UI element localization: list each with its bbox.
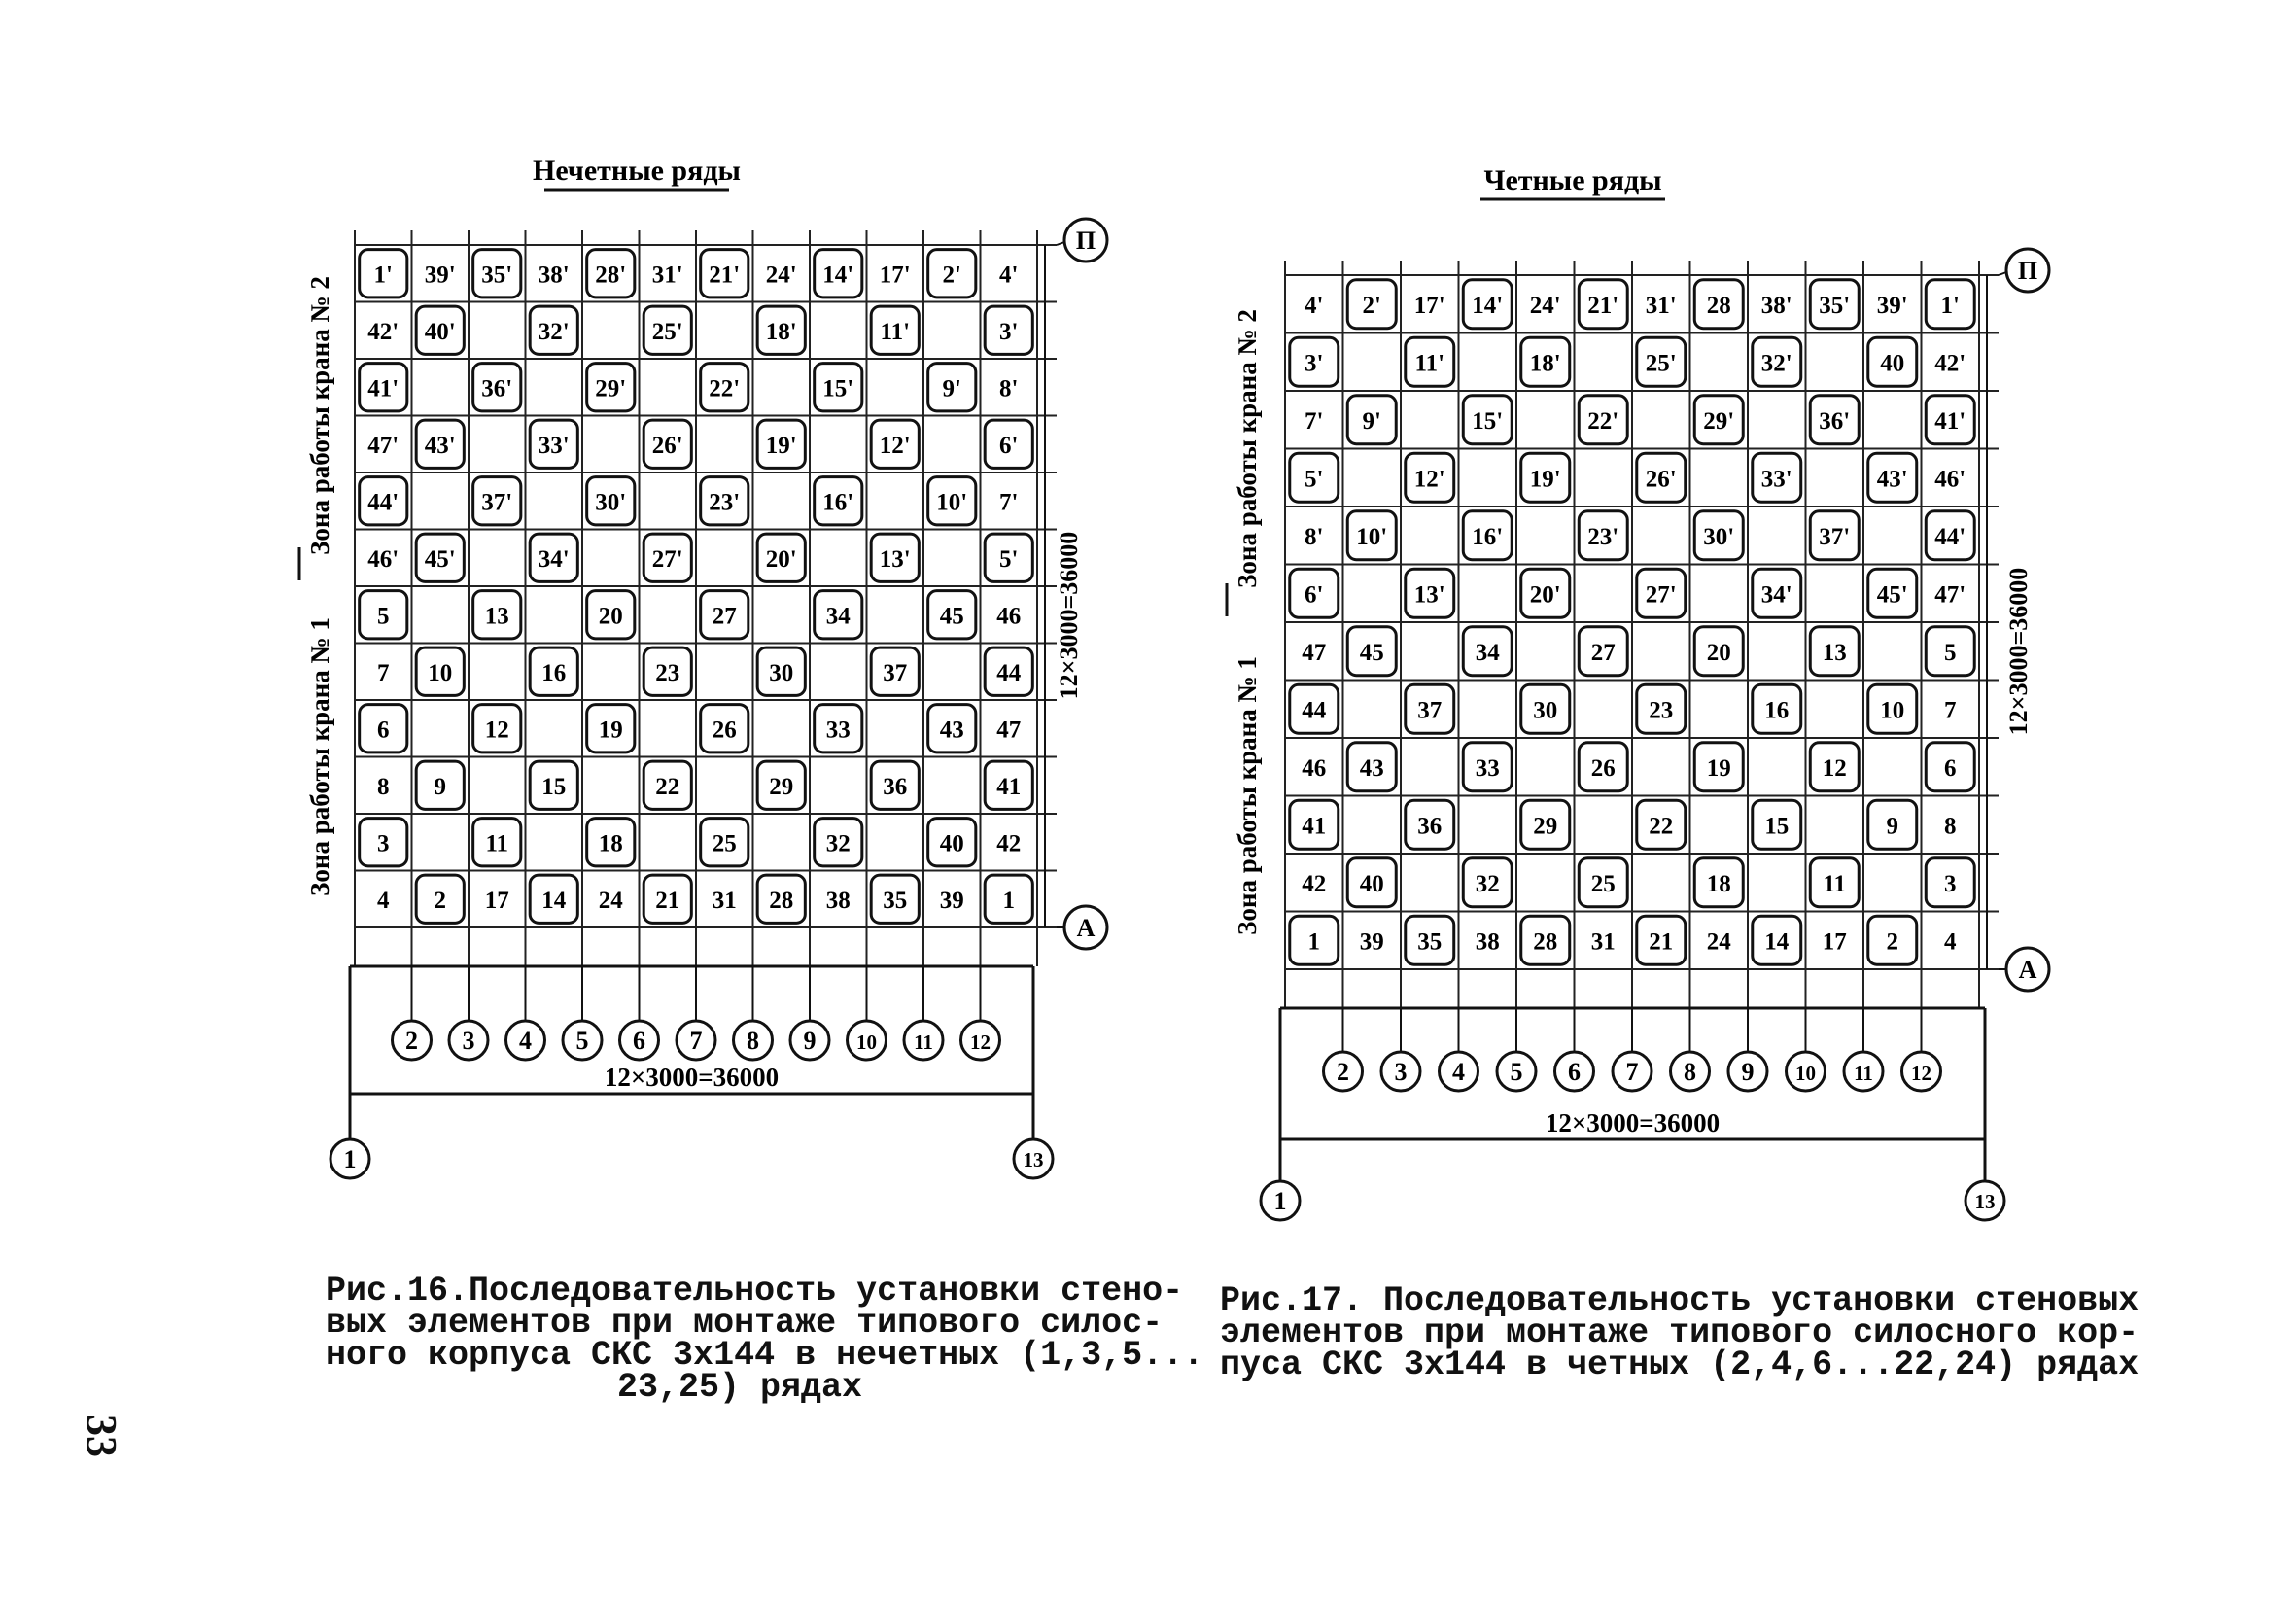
element-number: 32 — [825, 830, 851, 857]
element-number: 40 — [939, 830, 964, 857]
element-number: 43 — [1359, 754, 1384, 782]
element-number: 37' — [481, 489, 513, 516]
element-number: 34 — [1475, 639, 1500, 666]
element-number: 19' — [1529, 466, 1561, 493]
element-number: 12' — [879, 432, 911, 459]
element-number: 11' — [880, 318, 911, 345]
element-number: 3' — [1305, 350, 1324, 377]
element-number: 19 — [598, 717, 623, 744]
element-number: 21 — [655, 887, 680, 914]
element-number: 21' — [709, 262, 741, 289]
element-number: 43' — [1876, 466, 1908, 493]
element-number: 40' — [424, 318, 456, 345]
element-number: 3' — [999, 318, 1019, 345]
element-number: 39' — [1876, 292, 1908, 319]
element-number: 44' — [367, 489, 400, 516]
caption-line: пуса СКС 3х144 в четных (2,4,6...22,24) рядах — [1220, 1346, 2139, 1384]
caption-line: 23,25) рядах — [617, 1368, 863, 1407]
element-number: 38' — [1760, 292, 1792, 319]
element-number: 2 — [434, 887, 446, 914]
element-number: 47 — [996, 717, 1022, 744]
element-number: 27' — [651, 545, 683, 573]
caption-line: вых элементов при монтаже типового силос- — [326, 1304, 1164, 1343]
element-number: 22' — [1587, 407, 1619, 435]
element-number: 45 — [939, 603, 964, 630]
diagram-even-rows — [1227, 164, 2049, 1220]
element-number: 1 — [1002, 887, 1015, 914]
column-axis-label: 11 — [1854, 1062, 1873, 1085]
element-number: 30 — [1533, 697, 1558, 724]
element-number: 41' — [1934, 407, 1966, 435]
element-number: 28 — [1706, 292, 1731, 319]
element-number: 7' — [999, 489, 1019, 516]
element-number: 3 — [377, 830, 390, 857]
element-number: 30' — [1703, 523, 1735, 550]
element-number: 18 — [1706, 870, 1731, 897]
element-number: 25 — [1590, 870, 1616, 897]
element-number: 13' — [1413, 581, 1445, 609]
element-number: 9 — [1886, 813, 1898, 840]
column-axis-label: 3 — [1394, 1058, 1408, 1086]
element-number: 9' — [942, 375, 961, 402]
element-number: 44 — [1302, 697, 1327, 724]
element-number: 18 — [598, 830, 623, 857]
element-number: 42' — [367, 318, 400, 345]
element-number: 34' — [1760, 581, 1792, 609]
row-axis-bottom-label: А — [2018, 956, 2037, 984]
element-number: 14 — [541, 887, 567, 914]
caption-line: элементов при монтаже типового силосного кор- — [1220, 1313, 2139, 1352]
element-number: 8' — [999, 375, 1019, 402]
element-number: 33' — [538, 432, 570, 459]
element-number: 36' — [481, 375, 513, 402]
element-number: 40 — [1880, 350, 1905, 377]
row-axis-top-label: П — [1075, 227, 1096, 255]
element-number: 32' — [538, 318, 570, 345]
element-number: 39 — [1359, 928, 1384, 956]
element-number: 43' — [424, 432, 456, 459]
element-number: 24 — [1706, 928, 1731, 956]
element-number: 22 — [655, 773, 680, 800]
element-number: 20 — [1706, 639, 1731, 666]
element-number: 41' — [367, 375, 400, 402]
element-number: 2 — [1886, 928, 1898, 956]
element-number: 41 — [1302, 813, 1327, 840]
element-number: 9 — [434, 773, 446, 800]
caption-line: Рис.16.Последовательность установки стено- — [326, 1272, 1184, 1311]
column-axis-label: 1 — [343, 1145, 357, 1173]
element-number: 7 — [1944, 697, 1957, 724]
column-axis-label: 4 — [1452, 1058, 1465, 1086]
element-number: 10' — [936, 489, 968, 516]
element-number: 14' — [822, 262, 854, 289]
element-number: 2' — [942, 262, 961, 289]
caption-line: Рис.17. Последовательность установки стеновых — [1220, 1281, 2139, 1320]
element-number: 41 — [996, 773, 1022, 800]
element-number: 47 — [1302, 639, 1327, 666]
element-number: 31 — [712, 887, 737, 914]
column-axis-label: 2 — [1337, 1058, 1349, 1086]
element-number: 29 — [1533, 813, 1558, 840]
element-number: 19' — [765, 432, 797, 459]
element-number: 24' — [1529, 292, 1561, 319]
element-number: 1' — [1940, 292, 1960, 319]
panel-title: Четные ряды — [1483, 164, 1662, 196]
element-number: 12 — [1822, 754, 1847, 782]
element-number: 34 — [825, 603, 851, 630]
element-number: 30 — [769, 659, 794, 686]
element-number: 39' — [424, 262, 456, 289]
element-number: 35 — [883, 887, 908, 914]
element-number: 16 — [1764, 697, 1790, 724]
element-number: 29 — [769, 773, 794, 800]
element-number: 46' — [1934, 466, 1966, 493]
element-number: 11 — [1823, 870, 1847, 897]
element-number: 10 — [428, 659, 453, 686]
element-number: 17' — [879, 262, 911, 289]
element-number: 32 — [1475, 870, 1500, 897]
element-number: 28 — [769, 887, 794, 914]
element-number: 31' — [651, 262, 683, 289]
element-number: 26' — [651, 432, 683, 459]
element-number: 6' — [1305, 581, 1324, 609]
element-number: 19 — [1706, 754, 1731, 782]
element-number: 15 — [541, 773, 567, 800]
element-number: 47' — [1934, 581, 1966, 609]
panel-title: Нечетные ряды — [533, 155, 741, 187]
element-number: 18' — [1529, 350, 1561, 377]
element-number: 2' — [1362, 292, 1381, 319]
element-number: 6 — [377, 717, 390, 744]
element-number: 35' — [481, 262, 513, 289]
column-axis-label: 8 — [747, 1027, 759, 1055]
element-number: 5 — [1944, 639, 1957, 666]
column-axis-label: 6 — [1568, 1058, 1581, 1086]
column-axis-label: 13 — [1023, 1148, 1044, 1171]
column-axis-label: 3 — [462, 1027, 475, 1055]
element-number: 29' — [595, 375, 627, 402]
element-number: 8' — [1305, 523, 1324, 550]
element-number: 43 — [939, 717, 964, 744]
element-number: 1 — [1307, 928, 1320, 956]
element-number: 25 — [712, 830, 737, 857]
element-number: 16' — [1472, 523, 1504, 550]
element-number: 35' — [1819, 292, 1851, 319]
element-number: 38 — [825, 887, 851, 914]
column-axis-label: 8 — [1684, 1058, 1696, 1086]
column-axis-label: 1 — [1273, 1187, 1287, 1215]
element-number: 28 — [1533, 928, 1558, 956]
element-number: 3 — [1944, 870, 1957, 897]
element-number: 37 — [1417, 697, 1443, 724]
element-number: 5' — [999, 545, 1019, 573]
element-number: 45 — [1359, 639, 1384, 666]
element-number: 16 — [541, 659, 567, 686]
element-number: 15' — [1472, 407, 1504, 435]
element-number: 26' — [1645, 466, 1677, 493]
element-number: 31 — [1590, 928, 1616, 956]
dimension-label-vertical: 12×3000=36000 — [2004, 567, 2033, 736]
element-number: 46 — [996, 603, 1022, 630]
diagram-odd-rows — [299, 155, 1107, 1178]
dimension-label-vertical: 12×3000=36000 — [1055, 531, 1083, 700]
element-number: 11' — [1414, 350, 1445, 377]
element-number: 23' — [1587, 523, 1619, 550]
element-number: 7' — [1305, 407, 1324, 435]
element-number: 39 — [939, 887, 964, 914]
element-number: 5' — [1305, 466, 1324, 493]
element-number: 20' — [765, 545, 797, 573]
column-axis-label: 5 — [1510, 1058, 1523, 1086]
element-number: 9' — [1362, 407, 1381, 435]
element-number: 42' — [1934, 350, 1966, 377]
element-number: 21 — [1649, 928, 1674, 956]
column-axis-label: 7 — [689, 1027, 703, 1055]
column-axis-label: 9 — [1741, 1058, 1755, 1086]
element-number: 31' — [1645, 292, 1677, 319]
element-number: 1' — [373, 262, 393, 289]
column-axis-label: 4 — [519, 1027, 532, 1055]
element-number: 36' — [1819, 407, 1851, 435]
column-axis-label: 10 — [1795, 1062, 1816, 1085]
crane-zone-1-label: Зона работы крана № 1 — [1233, 656, 1262, 935]
element-number: 33 — [1475, 754, 1500, 782]
element-number: 38 — [1475, 928, 1500, 956]
element-number: 8 — [377, 773, 390, 800]
element-number: 24' — [765, 262, 797, 289]
element-number: 32' — [1760, 350, 1792, 377]
element-number: 10' — [1356, 523, 1388, 550]
element-number: 17 — [484, 887, 509, 914]
column-axis-label: 9 — [803, 1027, 817, 1055]
element-number: 7 — [377, 659, 390, 686]
element-number: 22 — [1649, 813, 1674, 840]
column-axis-label: 5 — [575, 1027, 589, 1055]
element-number: 33' — [1760, 466, 1792, 493]
crane-zone-1-label: Зона работы крана № 1 — [305, 617, 334, 896]
element-number: 6' — [999, 432, 1019, 459]
element-number: 46' — [367, 545, 400, 573]
element-number: 10 — [1880, 697, 1905, 724]
element-number: 27 — [712, 603, 737, 630]
element-number: 45' — [1876, 581, 1908, 609]
element-number: 30' — [595, 489, 627, 516]
element-number: 11 — [485, 830, 509, 857]
element-number: 26 — [1590, 754, 1616, 782]
element-number: 26 — [712, 717, 737, 744]
column-axis-label: 2 — [405, 1027, 418, 1055]
element-number: 22' — [709, 375, 741, 402]
element-number: 33 — [825, 717, 851, 744]
column-axis-label: 6 — [633, 1027, 645, 1055]
element-number: 40 — [1359, 870, 1384, 897]
element-number: 20' — [1529, 581, 1561, 609]
element-number: 18' — [765, 318, 797, 345]
figure-caption-17 — [1220, 1281, 2192, 1384]
element-number: 29' — [1703, 407, 1735, 435]
element-number: 36 — [1417, 813, 1443, 840]
element-number: 15 — [1764, 813, 1790, 840]
column-axis-label: 13 — [1974, 1190, 1996, 1213]
element-number: 42 — [1302, 870, 1327, 897]
column-axis-label: 10 — [856, 1031, 877, 1054]
element-number: 21' — [1587, 292, 1619, 319]
element-number: 27 — [1590, 639, 1616, 666]
page-number: 33 — [78, 1415, 125, 1457]
element-number: 37 — [883, 659, 908, 686]
element-number: 36 — [883, 773, 908, 800]
element-number: 44 — [996, 659, 1022, 686]
element-number: 14' — [1472, 292, 1504, 319]
element-number: 35 — [1417, 928, 1443, 956]
element-number: 34' — [538, 545, 570, 573]
element-number: 23 — [1649, 697, 1674, 724]
row-axis-top-label: П — [2017, 257, 2038, 285]
element-number: 17' — [1413, 292, 1445, 319]
crane-zone-2-label: Зона работы крана № 2 — [305, 276, 334, 555]
element-number: 44' — [1934, 523, 1966, 550]
dimension-label-horizontal: 12×3000=36000 — [604, 1063, 780, 1092]
figure-caption-16 — [326, 1272, 1204, 1407]
row-axis-leader — [1057, 242, 1064, 245]
element-number: 12' — [1413, 466, 1445, 493]
element-number: 13 — [1822, 639, 1847, 666]
column-axis-label: 12 — [1911, 1062, 1931, 1085]
caption-line: ного корпуса СКС 3х144 в нечетных (1,3,5... — [326, 1336, 1204, 1375]
element-number: 25' — [651, 318, 683, 345]
element-number: 24 — [598, 887, 623, 914]
element-number: 4 — [377, 887, 390, 914]
crane-zone-2-label: Зона работы крана № 2 — [1233, 309, 1262, 588]
element-number: 4' — [1305, 292, 1324, 319]
element-number: 4' — [999, 262, 1019, 289]
element-number: 13' — [879, 545, 911, 573]
element-number: 20 — [598, 603, 623, 630]
element-number: 37' — [1819, 523, 1851, 550]
element-number: 17 — [1822, 928, 1847, 956]
column-axis-label: 7 — [1625, 1058, 1639, 1086]
element-number: 25' — [1645, 350, 1677, 377]
element-number: 14 — [1764, 928, 1790, 956]
dimension-label-horizontal: 12×3000=36000 — [1545, 1108, 1721, 1137]
element-number: 28' — [595, 262, 627, 289]
element-number: 13 — [484, 603, 509, 630]
element-number: 8 — [1944, 813, 1957, 840]
element-number: 27' — [1645, 581, 1677, 609]
element-number: 38' — [538, 262, 570, 289]
element-number: 45' — [424, 545, 456, 573]
element-number: 47' — [367, 432, 400, 459]
element-number: 15' — [822, 375, 854, 402]
element-number: 42 — [996, 830, 1022, 857]
element-number: 16' — [822, 489, 854, 516]
element-number: 6 — [1944, 754, 1957, 782]
column-axis-label: 12 — [970, 1031, 991, 1054]
element-number: 12 — [484, 717, 509, 744]
row-axis-bottom-label: А — [1076, 914, 1096, 942]
row-axis-leader — [1999, 272, 2006, 275]
element-number: 46 — [1302, 754, 1327, 782]
element-number: 5 — [377, 603, 390, 630]
column-axis-label: 11 — [914, 1031, 933, 1054]
element-number: 23 — [655, 659, 680, 686]
element-number: 23' — [709, 489, 741, 516]
element-number: 4 — [1944, 928, 1957, 956]
